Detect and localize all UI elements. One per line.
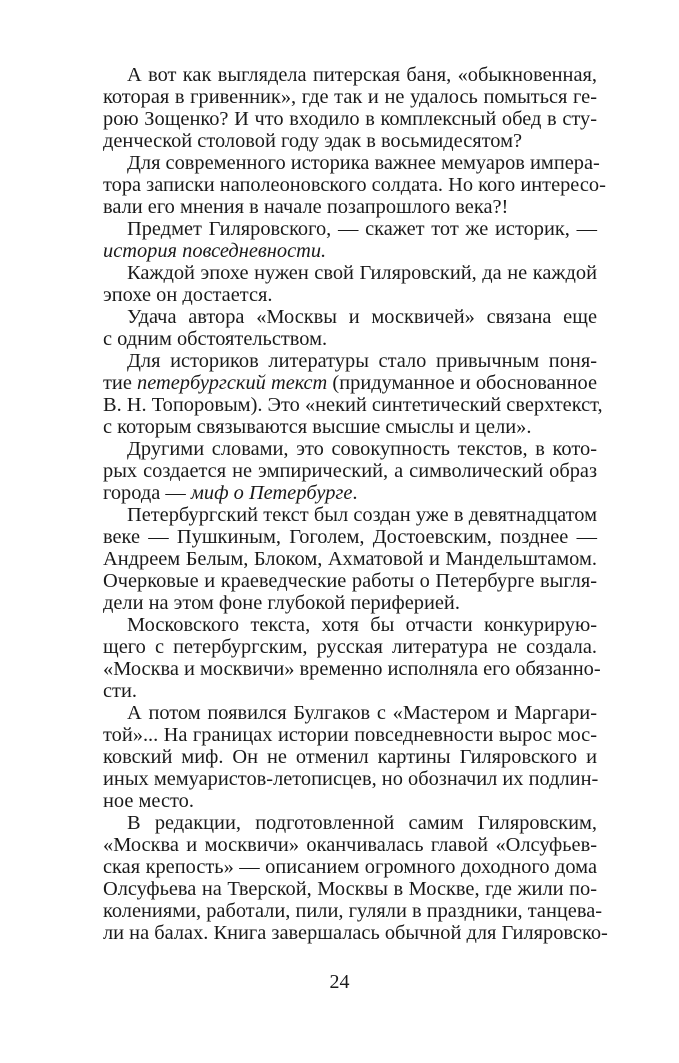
text-line: Каждой эпохе нужен свой Гиляровский, да не каждой: [127, 262, 597, 284]
text-line: которая в гривенник», где так и не удалось помыться ге-: [103, 86, 597, 108]
page-body: [103, 64, 608, 944]
text-line: колениями, работали, пили, гуляли в праздники, танцева-: [103, 900, 603, 922]
text-line: сти.: [103, 680, 137, 702]
text-line: рою Зощенко? И что входило в комплексный обед в сту-: [103, 108, 597, 130]
text-line: А потом появился Булгаков с «Мастером и Маргари-: [127, 702, 597, 724]
text-line: В. Н. Топоровым). Это «некий синтетический сверхтекст,: [103, 394, 603, 416]
text-line: ковский миф. Он не отменил картины Гиляровского и: [103, 746, 597, 768]
text-line: иных мемуаристов-летописцев, но обозначил их подлин-: [103, 768, 599, 790]
text-line: ли на балах. Книга завершалась обычной для Гиляровско-: [103, 922, 608, 944]
text-line: «Москва и москвичи» временно исполняла его обязанно-: [103, 658, 601, 680]
text-line: Петербургский текст был создан уже в девятнадцатом: [127, 504, 597, 526]
paragraph-8: [103, 504, 597, 614]
text-line: Московского текста, хотя бы отчасти конкурирую-: [127, 614, 597, 636]
paragraph-5: [103, 306, 597, 350]
text-line: А вот как выглядела питерская баня, «обыкновенная,: [127, 64, 597, 86]
text-line: с одним обстоятельством.: [103, 328, 328, 350]
text-line: Для современного историка важнее мемуаров импера-: [127, 152, 600, 174]
text-line: вали его мнения в начале позапрошлого века?!: [103, 196, 509, 218]
text-line: эпохе он достается.: [103, 284, 273, 306]
text-line: «Москва и москвичи» оканчивалась главой «Олсуфьев-: [103, 834, 597, 856]
text-line-italic: история повседневности.: [103, 240, 327, 262]
text-line: Андреем Белым, Блоком, Ахматовой и Мандельштамом.: [103, 548, 597, 570]
paragraph-4: [103, 262, 597, 306]
italic-term: петербургский текст: [137, 372, 328, 394]
paragraph-9: [103, 614, 601, 702]
text-line: щего с петербургским, русская литература не создала.: [103, 636, 597, 658]
paragraph-1: [103, 64, 597, 152]
text-line: денческой столовой году эдак в восьмидесятом?: [103, 130, 523, 152]
text-line: Очерковые и краеведческие работы о Петербурге выгля-: [103, 570, 597, 592]
page-number: 24: [329, 971, 350, 993]
text-line: ская крепость» — описанием огромного доходного дома: [103, 856, 597, 878]
text-line: веке — Пушкиным, Гоголем, Достоевским, позднее —: [103, 526, 597, 548]
text-line: Предмет Гиляровского, — скажет тот же историк, —: [127, 218, 597, 240]
text-line: тие петербургский текст (придуманное и обоснованное: [103, 372, 597, 394]
text-line: тора записки наполеоновского солдата. Но кого интересо-: [103, 174, 606, 196]
text-line: ное место.: [103, 790, 194, 812]
text-line: Для историков литературы стало привычным поня-: [127, 350, 597, 372]
paragraph-6: [103, 350, 603, 438]
text-line: с которым связываются высшие смыслы и цели».: [103, 416, 532, 438]
italic-term: миф о Петербурге: [190, 482, 353, 504]
paragraph-7: [103, 438, 597, 504]
text-line: дели на этом фоне глубокой периферией.: [103, 592, 460, 614]
paragraph-2: [103, 152, 606, 218]
text-line: Олсуфьева на Тверской, Москвы в Москве, где жили по-: [103, 878, 597, 900]
text-line: В редакции, подготовленной самим Гиляровским,: [127, 812, 597, 834]
text-line: города — миф о Петербурге.: [103, 482, 358, 504]
paragraph-11: [103, 812, 608, 944]
text-line: рых создается не эмпирический, а символический образ: [103, 460, 597, 482]
text-line: Другими словами, это совокупность текстов, в кото-: [127, 438, 597, 460]
text-line: той»... На границах истории повседневности вырос мос-: [103, 724, 597, 746]
paragraph-3: [103, 218, 597, 262]
text-line: Удача автора «Москвы и москвичей» связана еще: [127, 306, 597, 328]
paragraph-10: [103, 702, 597, 812]
